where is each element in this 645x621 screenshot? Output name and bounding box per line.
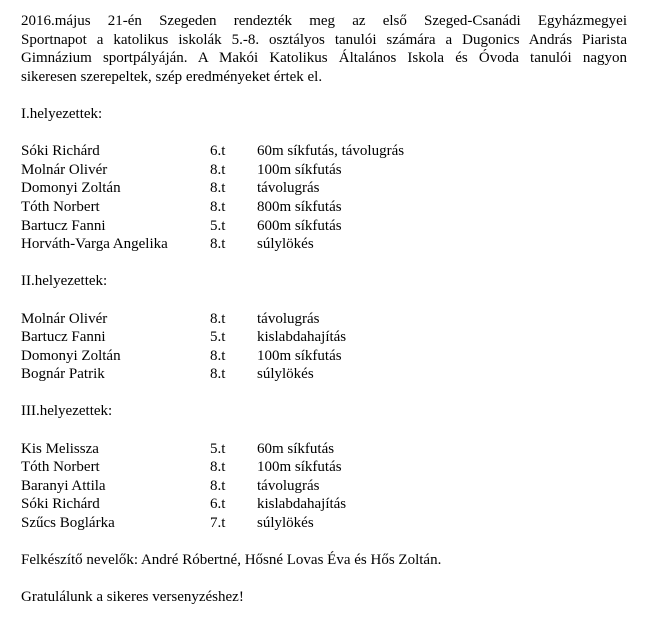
section-third-place — [21, 402, 627, 532]
student-name: Baranyi Attila — [21, 477, 106, 494]
result-row — [21, 235, 627, 254]
result-row — [21, 514, 627, 533]
results-list — [21, 440, 627, 533]
student-class: 8.t — [210, 347, 226, 364]
result-row — [21, 161, 627, 180]
section-heading: III.helyezettek: — [21, 403, 113, 420]
document-body — [21, 12, 627, 607]
spacer — [21, 384, 627, 403]
student-class: 8.t — [210, 161, 226, 178]
event-name: súlylökés — [257, 236, 314, 253]
results-list — [21, 310, 627, 384]
spacer — [21, 124, 627, 143]
student-name: Tóth Norbert — [21, 198, 100, 215]
event-name: 60m síkfutás, távolugrás — [257, 143, 405, 160]
student-class: 8.t — [210, 180, 226, 197]
event-name: távolugrás — [257, 310, 320, 327]
event-name: távolugrás — [257, 477, 320, 494]
event-name: 800m síkfutás — [257, 198, 342, 215]
student-class: 8.t — [210, 477, 226, 494]
student-name: Sóki Richárd — [21, 496, 100, 513]
intro-line: Sportnapot a katolikus iskolák 5.-8. osztályos tanulói számára a Dugonics András Piarista — [21, 31, 627, 48]
student-class: 5.t — [210, 440, 226, 457]
student-name: Tóth Norbert — [21, 459, 100, 476]
spacer — [21, 533, 627, 552]
result-row — [21, 347, 627, 366]
event-name: 600m síkfutás — [257, 217, 342, 234]
student-name: Szűcs Boglárka — [21, 515, 115, 532]
section-first-place — [21, 105, 627, 254]
result-row — [21, 198, 627, 217]
result-row — [21, 458, 627, 477]
spacer — [21, 291, 627, 310]
student-name: Domonyi Zoltán — [21, 180, 121, 197]
closing-line: Gratulálunk a sikeres versenyzéshez! — [21, 589, 244, 606]
student-class: 6.t — [210, 496, 226, 513]
result-row — [21, 310, 627, 329]
student-class: 8.t — [210, 198, 226, 215]
intro-line: sikeresen szerepeltek, szép eredményeket értek el. — [21, 68, 323, 85]
intro-paragraph — [21, 12, 627, 86]
event-name: 100m síkfutás — [257, 161, 342, 178]
student-name: Bartucz Fanni — [21, 329, 106, 346]
intro-line: 2016.május 21-én Szegeden rendezték meg az első Szeged-Csanádi Egyházmegyei — [21, 13, 627, 29]
section-second-place — [21, 272, 627, 384]
intro-line: Gimnázium sportpályáján. A Makói Katolikus Általános Iskola és Óvoda tanulói nagyon — [21, 50, 627, 67]
student-class: 8.t — [210, 310, 226, 327]
student-class: 8.t — [210, 366, 226, 383]
student-name: Horváth-Varga Angelika — [21, 236, 168, 253]
student-name: Bognár Patrik — [21, 366, 105, 383]
event-name: kislabdahajítás — [257, 329, 347, 346]
spacer — [21, 254, 627, 273]
event-name: 100m síkfutás — [257, 347, 342, 364]
result-row — [21, 440, 627, 459]
student-name: Sóki Richárd — [21, 143, 100, 160]
result-row — [21, 142, 627, 161]
spacer — [21, 86, 627, 105]
teachers-line: Felkészítő nevelők: André Róbertné, Hősné Lovas Éva és Hős Zoltán. — [21, 552, 442, 569]
student-class: 7.t — [210, 515, 226, 532]
student-class: 5.t — [210, 217, 226, 234]
section-heading: I.helyezettek: — [21, 105, 103, 122]
student-class: 6.t — [210, 143, 226, 160]
result-row — [21, 365, 627, 384]
event-name: súlylökés — [257, 515, 314, 532]
spacer — [21, 570, 627, 589]
student-class: 8.t — [210, 236, 226, 253]
event-name: távolugrás — [257, 180, 320, 197]
student-class: 5.t — [210, 329, 226, 346]
student-name: Domonyi Zoltán — [21, 347, 121, 364]
result-row — [21, 179, 627, 198]
section-heading: II.helyezettek: — [21, 273, 108, 290]
result-row — [21, 477, 627, 496]
event-name: 100m síkfutás — [257, 459, 342, 476]
student-name: Molnár Olivér — [21, 310, 108, 327]
event-name: 60m síkfutás — [257, 440, 335, 457]
student-name: Bartucz Fanni — [21, 217, 106, 234]
student-class: 8.t — [210, 459, 226, 476]
results-list — [21, 142, 627, 254]
event-name: kislabdahajítás — [257, 496, 347, 513]
result-row — [21, 217, 627, 236]
student-name: Kis Melissza — [21, 440, 99, 457]
event-name: súlylökés — [257, 366, 314, 383]
result-row — [21, 495, 627, 514]
student-name: Molnár Olivér — [21, 161, 108, 178]
spacer — [21, 421, 627, 440]
result-row — [21, 328, 627, 347]
